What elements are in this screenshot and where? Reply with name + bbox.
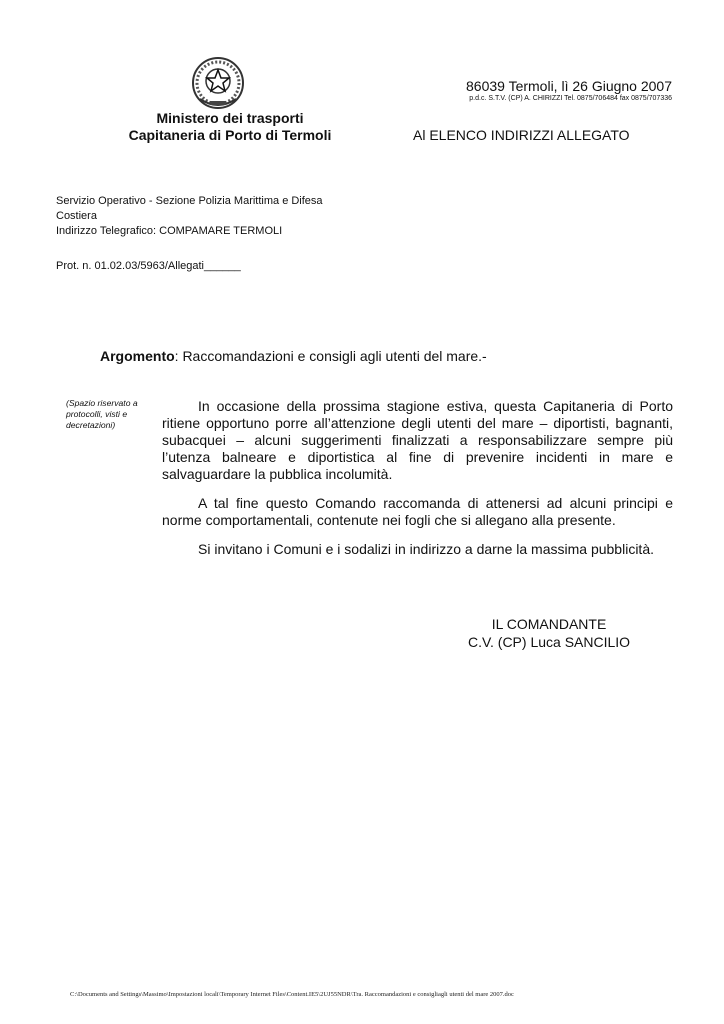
body-paragraph: Si invitano i Comuni e i sodalizi in indirizzo a darne la massima pubblicità.: [198, 541, 654, 557]
signature-title: IL COMANDANTE: [491, 616, 607, 632]
ministry-heading: [110, 110, 350, 144]
ministry-name: Ministero dei trasporti: [156, 110, 304, 126]
italian-republic-emblem-icon: [190, 55, 246, 111]
subject-label: Argomento: [100, 348, 175, 364]
subject-line: [100, 348, 487, 364]
signature-block: [462, 615, 636, 651]
service-line: Costiera: [56, 210, 97, 222]
service-block: [56, 194, 376, 239]
subject-text: : Raccomandazioni e consigli agli utenti del mare.-: [174, 348, 487, 364]
body-paragraph: In occasione della prossima stagione estiva, questa Capitaneria di Porto ritiene opportuno porre all’attenzione degli utenti del mare – diportisti, bagnanti, subacquei – alcuni suggerimenti finalizzati a responsabilizzare sempre più l’utenza balneare e diportistica al fine di prevenire incidenti in mare e salvaguardare la pubblica incolumità.: [162, 398, 673, 482]
letter-body: [162, 398, 673, 570]
protocol-number: Prot. n. 01.02.03/5963/Allegati______: [56, 260, 241, 272]
service-line: Servizio Operativo - Sezione Polizia Marittima e Difesa: [56, 195, 323, 207]
telegraphic-address: Indirizzo Telegrafico: COMPAMARE TERMOLI: [56, 225, 283, 237]
contact-line: p.d.c. S.T.V. (CP) A. CHIRIZZI Tel. 0875/706484 fax 0875/707336: [469, 95, 672, 102]
body-paragraph: A tal fine questo Comando raccomanda di attenersi ad alcuni principi e norme comportamentali, contenute nei fogli che si allegano alla presente.: [162, 495, 673, 528]
file-path-footer: C:\Documents and Settings\Massimo\Impostazioni locali\Temporary Internet Files\Content.IE5\2UJ55NDR\Tra. Raccomandazioni e consigliagli utenti del mare 2007.doc: [70, 991, 514, 998]
office-name: Capitaneria di Porto di Termoli: [128, 127, 332, 143]
margin-note: (Spazio riservato a protocolli, visti e decretazioni): [66, 398, 138, 430]
addressee: Al ELENCO INDIRIZZI ALLEGATO: [413, 127, 630, 143]
place-date: 86039 Termoli, lì 26 Giugno 2007: [466, 78, 672, 94]
signature-name: C.V. (CP) Luca SANCILIO: [467, 634, 631, 650]
